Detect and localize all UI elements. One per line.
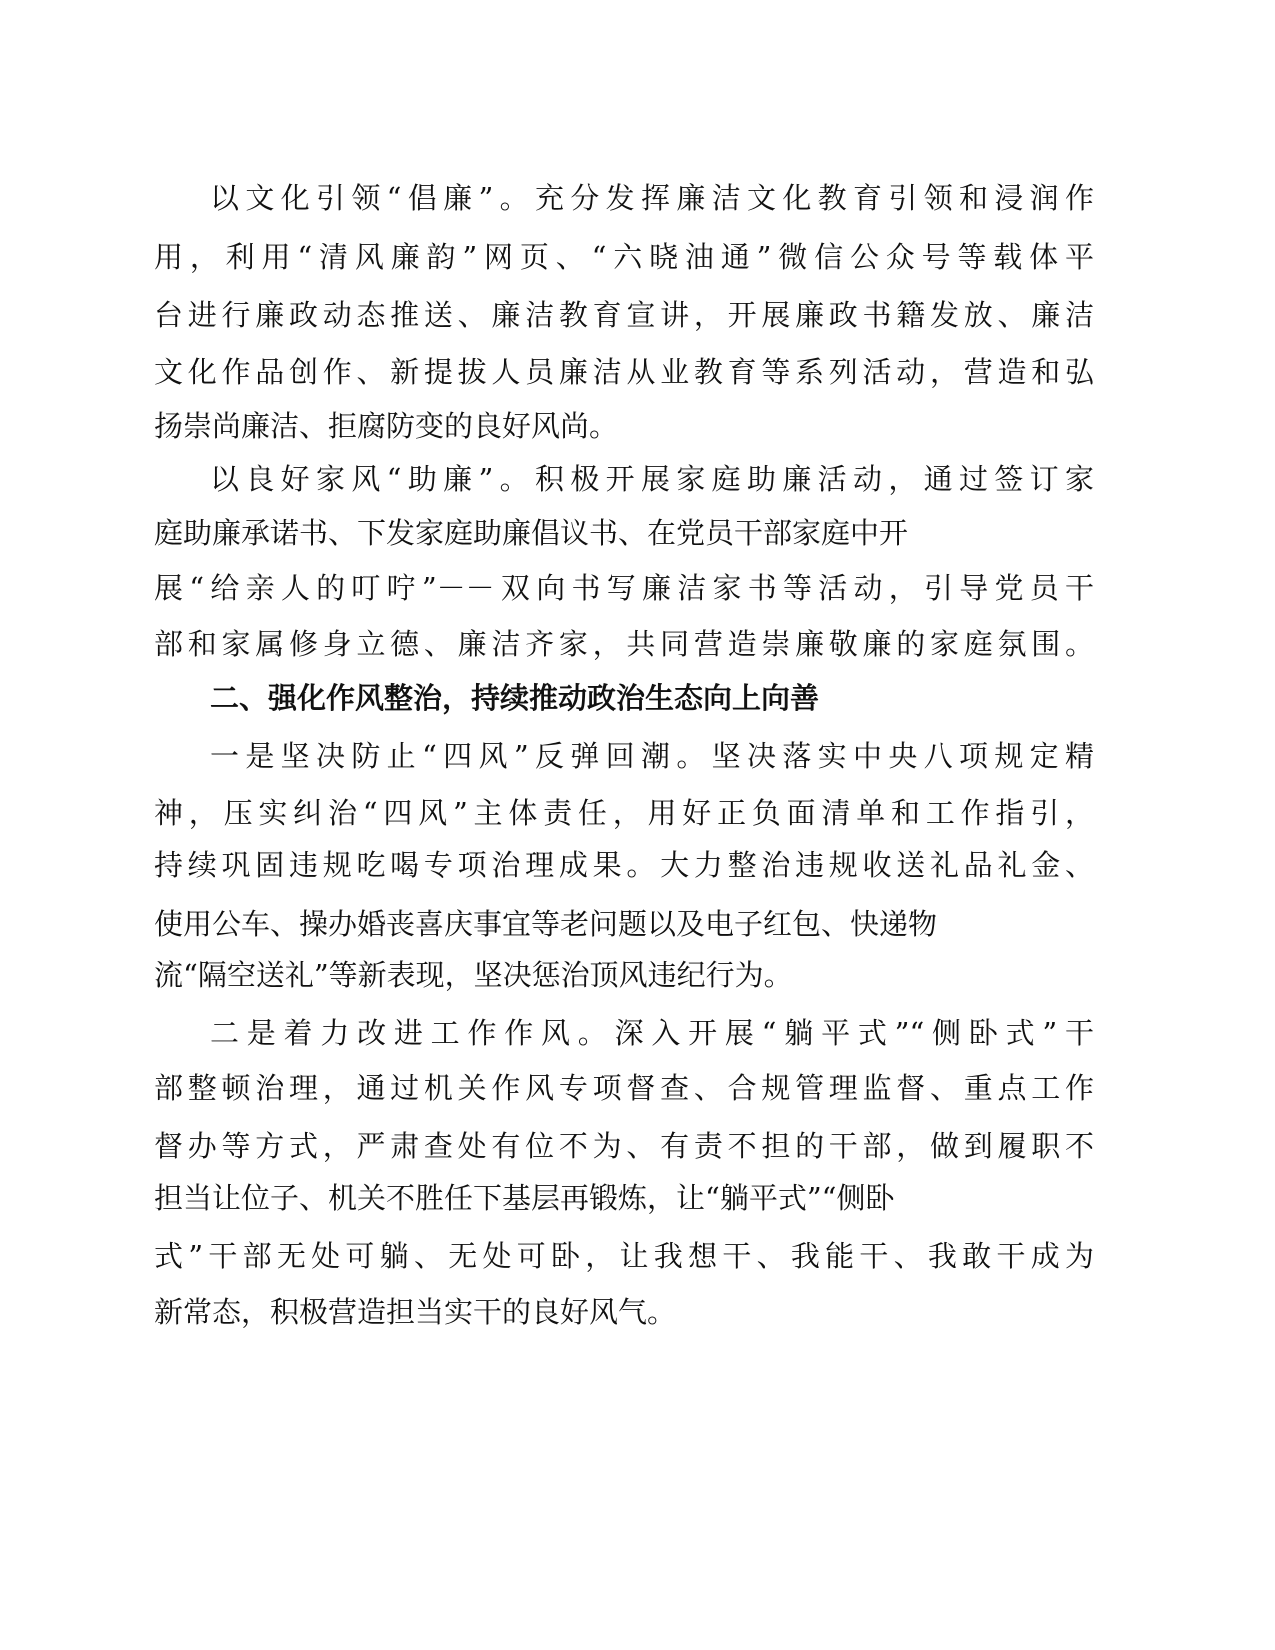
paragraph-1-line-4: 文化作品创作、新提拔人员廉洁从业教育等系列活动，营造和弘 [154, 355, 1094, 389]
paragraph-4-line-6: 新常态，积极营造担当实干的良好风气。 [154, 1295, 677, 1329]
paragraph-4-line-4: 担当让位子、机关不胜任下基层再锻炼，让“躺平式”“侧卧 [154, 1181, 895, 1215]
paragraph-1-line-1: 以文化引领“倡廉”。充分发挥廉洁文化教育引领和浸润作 [210, 181, 1094, 215]
paragraph-3-line-3: 持续巩固违规吃喝专项治理成果。大力整治违规收送礼品礼金、 [154, 848, 1094, 882]
paragraph-3-line-5: 流“隔空送礼”等新表现，坚决惩治顶风违纪行为。 [154, 958, 793, 992]
paragraph-4-line-3: 督办等方式，严肃查处有位不为、有责不担的干部，做到履职不 [154, 1129, 1094, 1163]
section-heading: 二、强化作风整治，持续推动政治生态向上向善 [210, 681, 820, 715]
paragraph-4-line-1: 二是着力改进工作作风。深入开展“躺平式”“侧卧式”干 [210, 1016, 1094, 1050]
paragraph-1-line-2: 用，利用“清风廉韵”网页、“六晓油通”微信公众号等载体平 [154, 240, 1094, 274]
paragraph-4-line-2: 部整顿治理，通过机关作风专项督查、合规管理监督、重点工作 [154, 1071, 1094, 1105]
paragraph-1-line-3: 台进行廉政动态推送、廉洁教育宣讲，开展廉政书籍发放、廉洁 [154, 298, 1094, 332]
paragraph-2-line-1: 以良好家风“助廉”。积极开展家庭助廉活动，通过签订家 [210, 462, 1094, 496]
paragraph-2-line-2: 庭助廉承诺书、下发家庭助廉倡议书、在党员干部家庭中开 [154, 516, 909, 550]
paragraph-4-line-5: 式”干部无处可躺、无处可卧，让我想干、我能干、我敢干成为 [154, 1239, 1094, 1273]
paragraph-2-line-3: 展“给亲人的叮咛”－－双向书写廉洁家书等活动，引导党员干 [154, 571, 1094, 605]
paragraph-3-line-2: 神，压实纠治“四风”主体责任，用好正负面清单和工作指引， [154, 796, 1094, 830]
paragraph-2-line-4: 部和家属修身立德、廉洁齐家，共同营造崇廉敬廉的家庭氛围。 [154, 627, 1094, 661]
paragraph-3-line-4: 使用公车、操办婚丧喜庆事宜等老问题以及电子红包、快递物 [154, 907, 938, 941]
paragraph-3-line-1: 一是坚决防止“四风”反弹回潮。坚决落实中央八项规定精 [210, 739, 1094, 773]
paragraph-1-line-5: 扬崇尚廉洁、拒腐防变的良好风尚。 [154, 409, 619, 443]
